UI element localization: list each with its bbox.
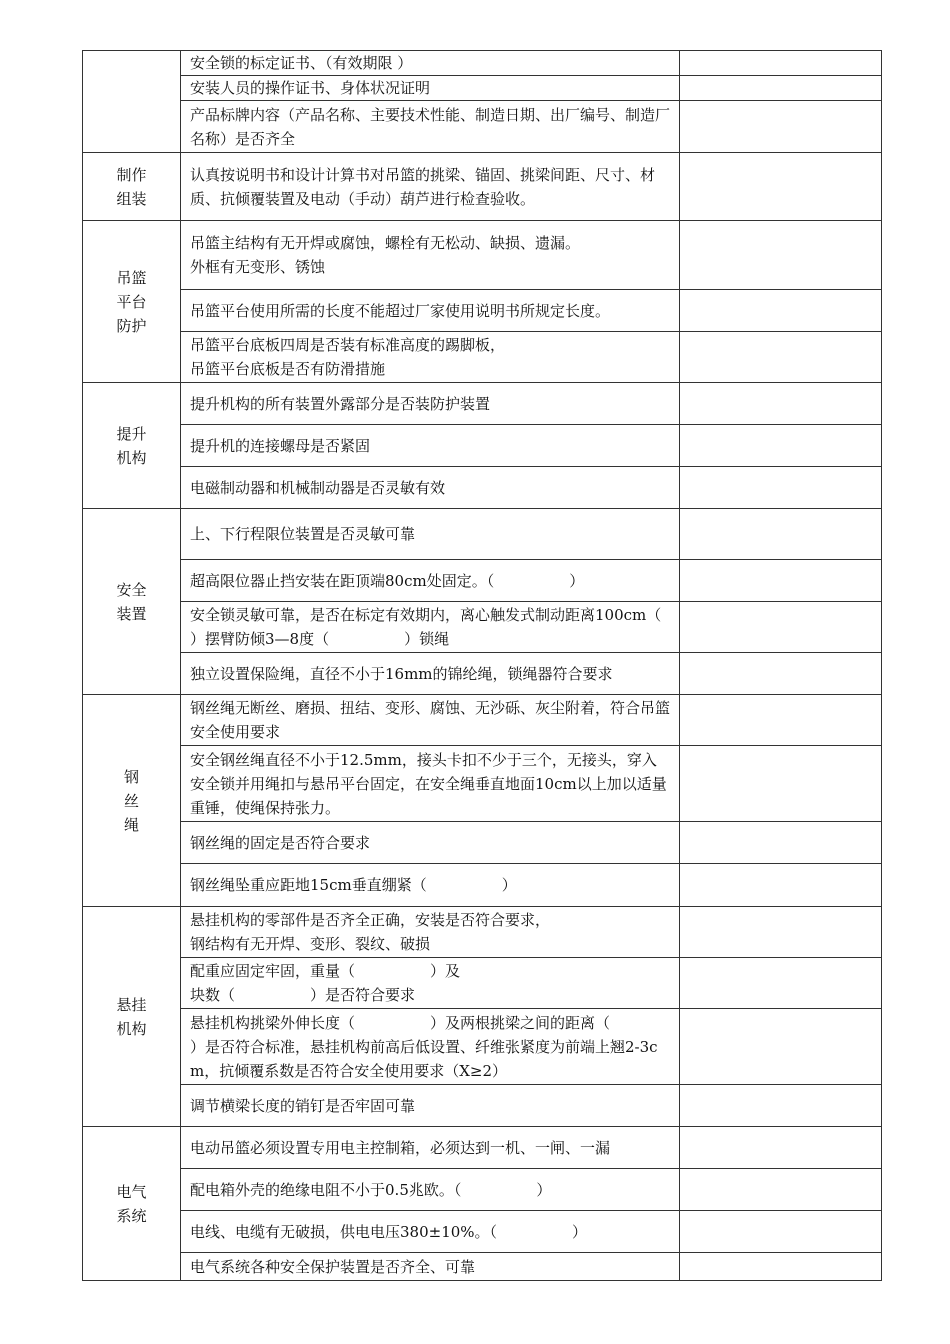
result-cell[interactable] [680,1253,882,1281]
result-cell[interactable] [680,383,882,425]
result-cell[interactable] [680,467,882,509]
category-label-line: 绳 [123,815,139,834]
check-item-text: 安全锁的标定证书、（有效期限 ） [181,51,680,76]
check-item-text: 安装人员的操作证书、身体状况证明 [181,76,680,101]
table-row [83,1253,882,1281]
table-row [83,76,882,101]
category-label-line: 装置 [116,604,147,623]
table-row [83,383,882,425]
category-cell [83,907,181,1127]
table-row [83,695,882,746]
check-item-text: 产品标牌内容（产品名称、主要技术性能、制造日期、出厂编号、制造厂名称）是否齐全 [181,101,680,153]
result-cell[interactable] [680,822,882,864]
result-cell[interactable] [680,746,882,822]
check-item-text: 认真按说明书和设计计算书对吊篮的挑梁、锚固、挑梁间距、尺寸、材质、抗倾覆装置及电动（手动）葫芦进行检查验收。 [181,153,680,221]
check-item-text: 独立设置保险绳，直径不小于16mm的锦纶绳，锁绳器符合要求 [181,653,680,695]
table-row [83,746,882,822]
category-label-line: 制作 [116,165,147,184]
result-cell[interactable] [680,958,882,1009]
category-label-line: 机构 [116,448,147,467]
result-cell[interactable] [680,101,882,153]
table-row [83,958,882,1009]
check-item-text: 上、下行程限位装置是否灵敏可靠 [181,509,680,560]
table-row [83,602,882,653]
result-cell[interactable] [680,221,882,290]
result-cell[interactable] [680,1127,882,1169]
category-label-line: 提升 [116,424,147,443]
category-label-line: 电气 [116,1182,147,1201]
category-cell [83,509,181,695]
table-row [83,332,882,383]
result-cell[interactable] [680,653,882,695]
category-cell [83,153,181,221]
check-item-text: 钢丝绳无断丝、磨损、扭结、变形、腐蚀、无沙砾、灰尘附着，符合吊篮安全使用要求 [181,695,680,746]
table-row [83,153,882,221]
check-item-text: 提升机的连接螺母是否紧固 [181,425,680,467]
result-cell[interactable] [680,695,882,746]
category-cell [83,221,181,383]
result-cell[interactable] [680,290,882,332]
category-cell [83,383,181,509]
check-item-text: 提升机构的所有装置外露部分是否装防护装置 [181,383,680,425]
table-row [83,101,882,153]
result-cell[interactable] [680,76,882,101]
check-item-text: 电动吊篮必须设置专用电主控制箱，必须达到一机、一闸、一漏 [181,1127,680,1169]
category-label-line: 安全 [116,580,147,599]
result-cell[interactable] [680,153,882,221]
check-item-text: 吊篮平台使用所需的长度不能超过厂家使用说明书所规定长度。 [181,290,680,332]
category-label-line: 组装 [116,189,147,208]
result-cell[interactable] [680,509,882,560]
table-row [83,864,882,907]
check-item-text: 电气系统各种安全保护装置是否齐全、可靠 [181,1253,680,1281]
result-cell[interactable] [680,1085,882,1127]
category-cell [83,695,181,907]
check-item-text: 配电箱外壳的绝缘电阻不小于0.5兆欧。（ ） [181,1169,680,1211]
table-row [83,51,882,76]
check-item-text: 钢丝绳的固定是否符合要求 [181,822,680,864]
check-item-text: 吊篮平台底板四周是否装有标准高度的踢脚板， 吊篮平台底板是否有防滑措施 [181,332,680,383]
check-item-text: 悬挂机构挑梁外伸长度（ ）及两根挑梁之间的距离（ ）是否符合标准，悬挂机构前高后低设置、纤维张紧度为前端上翘2-3cm，抗倾覆系数是否符合安全使用要求（X≥2） [181,1009,680,1085]
table-row [83,1085,882,1127]
result-cell[interactable] [680,864,882,907]
category-cell [83,51,181,153]
inspection-table [82,50,882,1281]
result-cell[interactable] [680,560,882,602]
check-item-text: 配重应固定牢固，重量（ ）及 块数（ ）是否符合要求 [181,958,680,1009]
category-label-line: 防护 [116,316,147,335]
table-row [83,653,882,695]
check-item-text: 钢丝绳坠重应距地15cm垂直绷紧（ ） [181,864,680,907]
check-item-text: 调节横梁长度的销钉是否牢固可靠 [181,1085,680,1127]
inspection-table-body [83,51,882,1281]
table-row [83,290,882,332]
check-item-text: 吊篮主结构有无开焊或腐蚀，螺栓有无松动、缺损、遗漏。 外框有无变形、锈蚀 [181,221,680,290]
table-row [83,509,882,560]
category-cell [83,1127,181,1281]
table-row [83,1211,882,1253]
result-cell[interactable] [680,51,882,76]
result-cell[interactable] [680,1169,882,1211]
table-row [83,1127,882,1169]
table-row [83,560,882,602]
table-row [83,822,882,864]
table-row [83,907,882,958]
check-item-text: 电磁制动器和机械制动器是否灵敏有效 [181,467,680,509]
table-row [83,1169,882,1211]
table-row [83,425,882,467]
result-cell[interactable] [680,332,882,383]
check-item-text: 超高限位器止挡安装在距顶端80cm处固定。（ ） [181,560,680,602]
category-label-line: 钢 [123,767,139,786]
table-row [83,467,882,509]
category-label-line: 吊篮 [116,268,147,287]
table-row [83,221,882,290]
check-item-text: 安全钢丝绳直径不小于12.5mm，接头卡扣不少于三个，无接头，穿入安全锁并用绳扣与悬吊平台固定，在安全绳垂直地面10cm以上加以适量重锤，使绳保持张力。 [181,746,680,822]
result-cell[interactable] [680,1211,882,1253]
result-cell[interactable] [680,1009,882,1085]
check-item-text: 悬挂机构的零部件是否齐全正确，安装是否符合要求， 钢结构有无开焊、变形、裂纹、破损 [181,907,680,958]
category-label-line: 机构 [116,1019,147,1038]
category-label-line: 平台 [116,292,147,311]
check-item-text: 安全锁灵敏可靠，是否在标定有效期内，离心触发式制动距离100cm（ ）摆臂防倾3—8度（ ）锁绳 [181,602,680,653]
category-label-line: 系统 [116,1206,147,1225]
category-label-line: 丝 [123,791,139,810]
table-row [83,1009,882,1085]
result-cell[interactable] [680,907,882,958]
result-cell[interactable] [680,425,882,467]
category-label-line: 悬挂 [116,995,147,1014]
check-item-text: 电线、电缆有无破损，供电电压380±10%。（ ） [181,1211,680,1253]
